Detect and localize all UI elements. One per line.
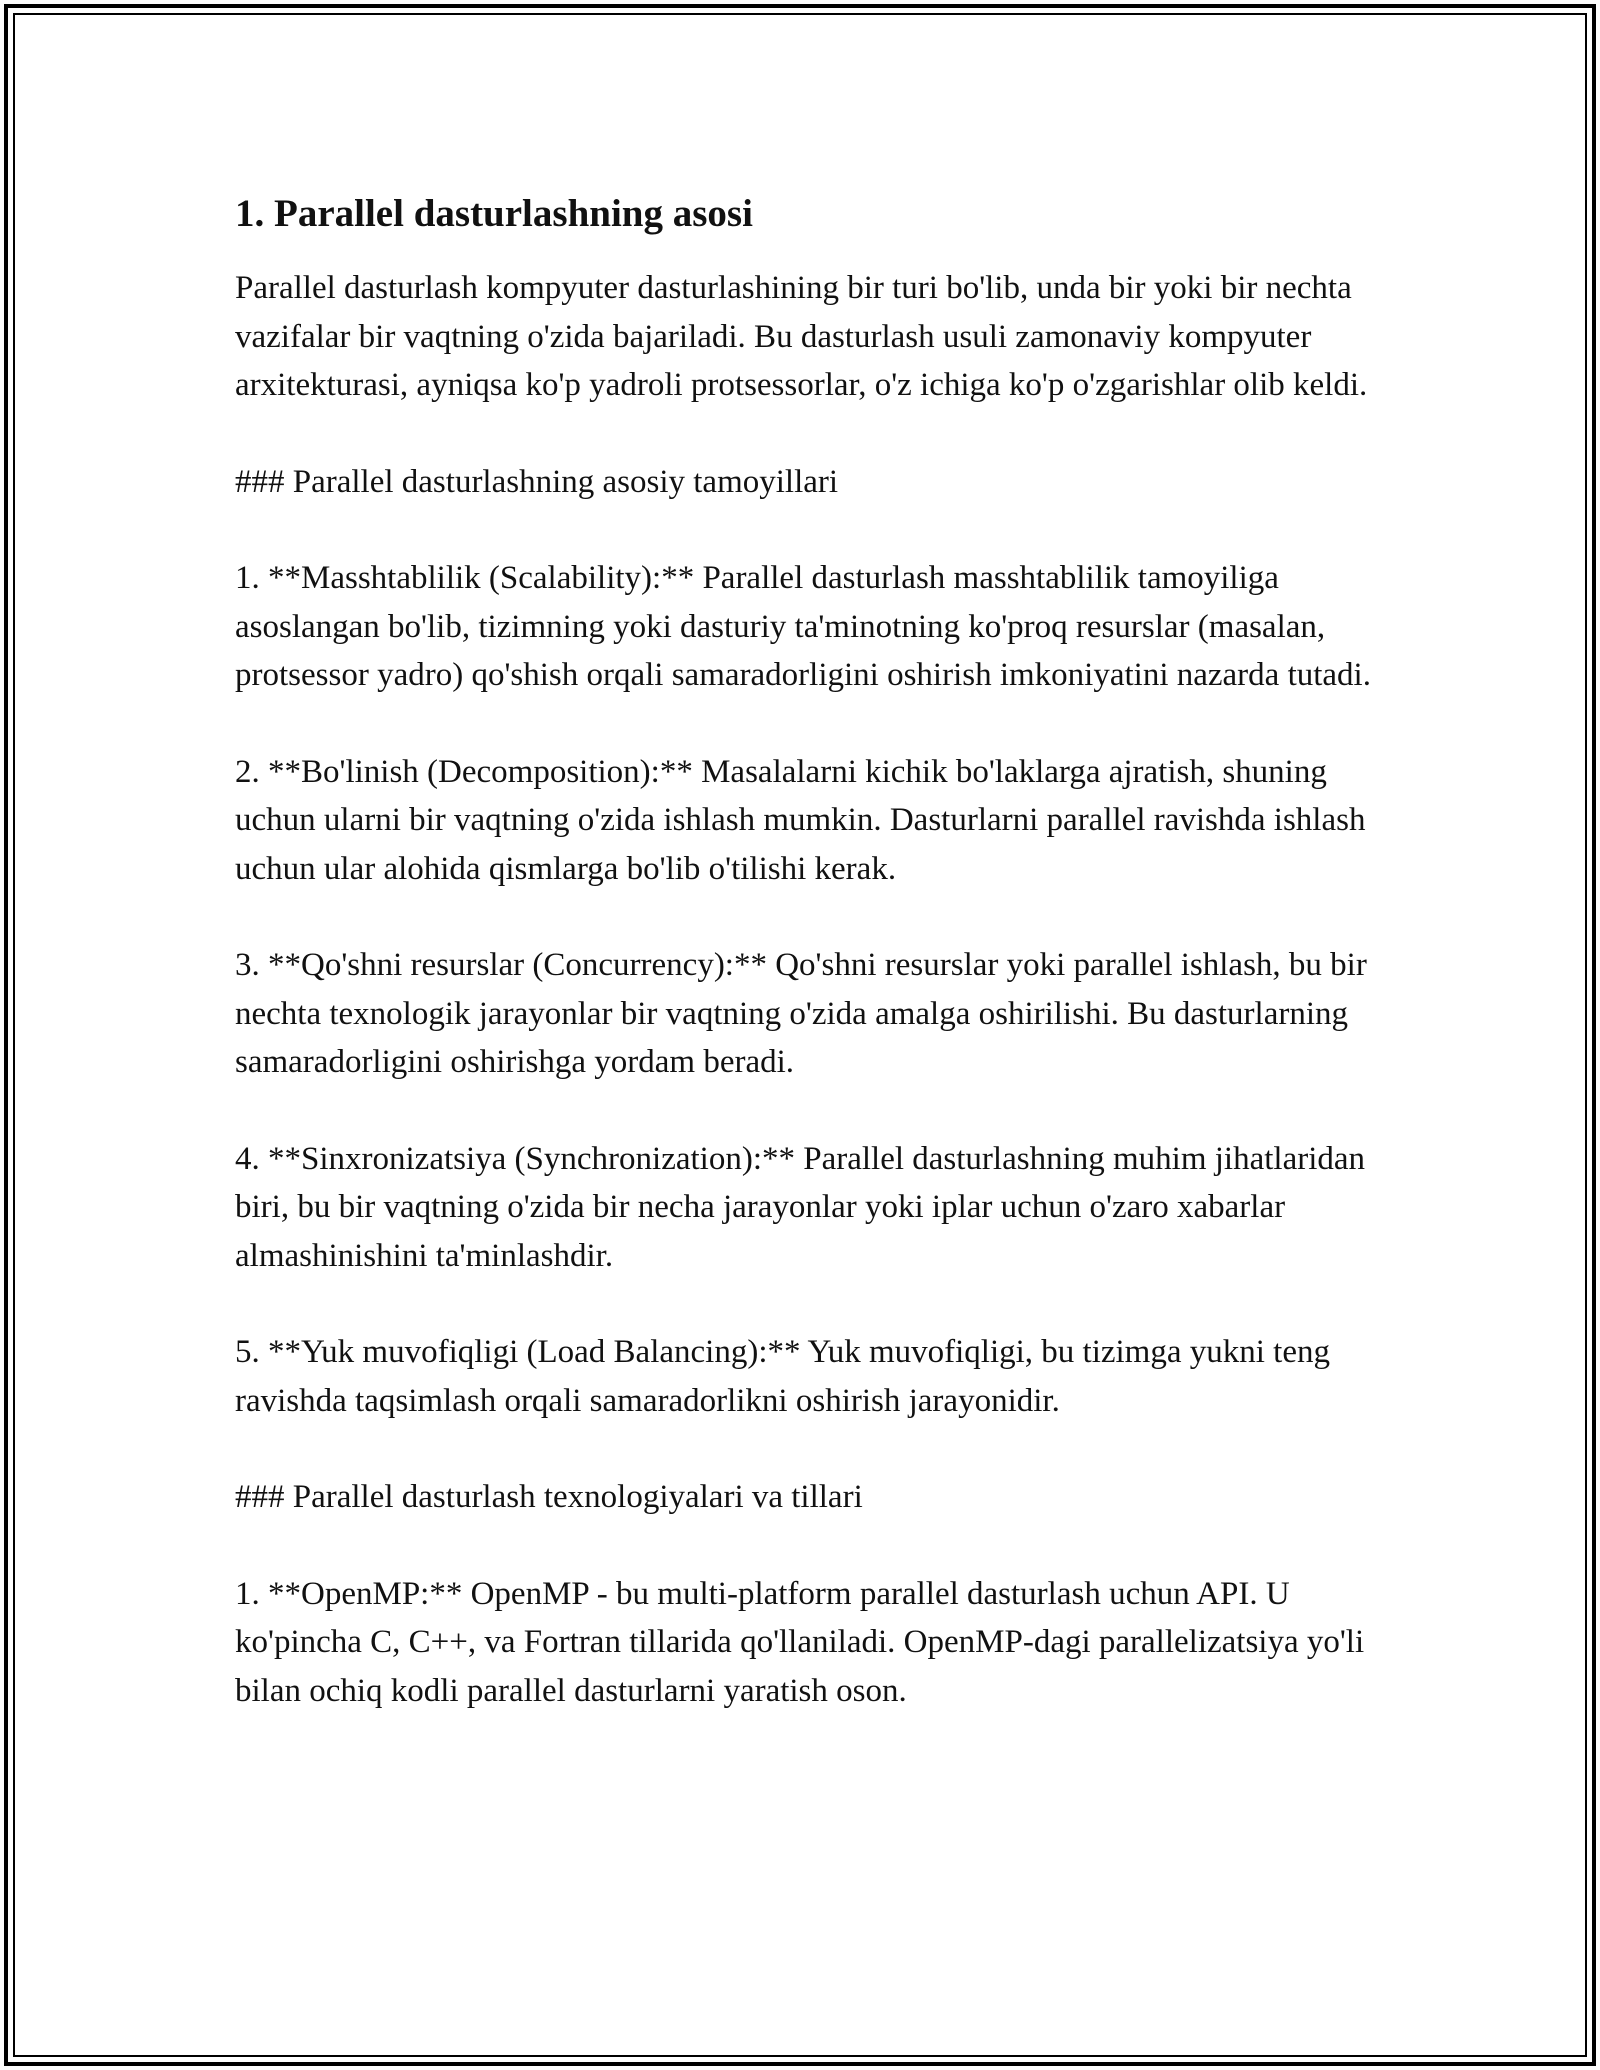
section-heading-technologies: ### Parallel dasturlash texnologiyalari va tillari (235, 1479, 863, 1515)
list-item-scalability: 1. **Masshtablilik (Scalability):** Parallel dasturlash masshtablilik tamoyiliga asoslangan bo'lib, tizimning yoki dasturiy ta'minotning ko'proq resurslar (masalan, protsessor yadro) qo'shish orqali samaradorligini oshirish imkoniyatini nazarda tutadi. (235, 560, 1371, 693)
list-item-synchronization: 4. **Sinxronizatsiya (Synchronization):** Parallel dasturlashning muhim jihatlaridan biri, bu bir vaqtning o'zida bir necha jarayonlar yoki iplar uchun o'zaro xabarlar almashinishini ta'minlashdir. (235, 1140, 1366, 1274)
section-heading-principles: ### Parallel dasturlashning asosiy tamoyillari (235, 463, 839, 500)
list-item-openmp: 1. **OpenMP:** OpenMP - bu multi-platform parallel dasturlash uchun API. U ko'pincha C, C++, va Fortran tillarida qo'llaniladi. OpenMP-dagi parallelizatsiya yo'li bilan ochiq kodli parallel dasturlarni yaratish oson. (235, 1575, 1365, 1709)
intro-paragraph: Parallel dasturlash kompyuter dasturlashining bir turi bo'lib, unda bir yoki bir nechta vazifalar bir vaqtning o'zida bajariladi. Bu dasturlash usuli zamonaviy kompyuter arxitekturasi, ayniqsa ko'p yadroli protsessorlar, o'z ichiga ko'p o'zgarishlar olib keldi. (235, 270, 1368, 403)
document-body (235, 188, 1385, 1715)
list-item-concurrency: 3. **Qo'shni resurslar (Concurrency):** Qo'shni resurslar yoki parallel ishlash, bu bir nechta texnologik jarayonlar bir vaqtning o'zida amalga oshirilishi. Bu dasturlarning samaradorligini oshirishga yordam beradi. (235, 947, 1367, 1080)
document-title: 1. Parallel dasturlashning asosi (235, 192, 753, 235)
list-item-load-balancing: 5. **Yuk muvofiqligi (Load Balancing):** Yuk muvofiqligi, bu tizimga yukni teng ravishda taqsimlash orqali samaradorlikni oshirish jarayonidir. (235, 1334, 1330, 1419)
list-item-decomposition: 2. **Bo'linish (Decomposition):** Masalalarni kichik bo'laklarga ajratish, shuning uchun ularni bir vaqtning o'zida ishlash mumkin. Dasturlarni parallel ravishda ishlash uchun ular alohida qismlarga bo'lib o'tilishi kerak. (235, 753, 1366, 887)
